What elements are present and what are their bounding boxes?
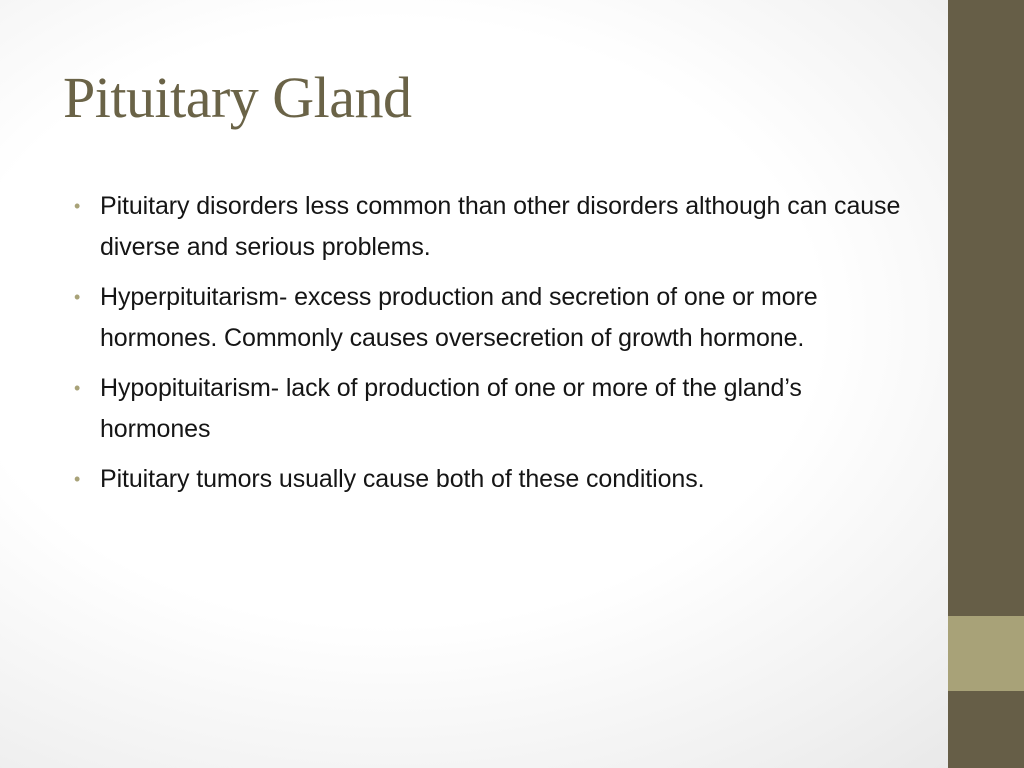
bullet-text: Hyperpituitarism- excess production and secretion of one or more hormones. Commonly causes oversecretion of growth hormone. <box>100 283 818 352</box>
bullet-icon: • <box>74 196 81 216</box>
bullet-icon: • <box>74 287 81 307</box>
bullet-text: Pituitary tumors usually cause both of these conditions. <box>100 465 705 493</box>
bullet-list <box>74 186 904 509</box>
bullet-item <box>74 277 904 359</box>
bullet-item <box>74 459 904 500</box>
decorative-sidebar-accent <box>948 616 1024 691</box>
bullet-icon: • <box>74 378 81 398</box>
slide-title: Pituitary Gland <box>63 65 412 130</box>
bullet-item <box>74 368 904 450</box>
bullet-text: Pituitary disorders less common than other disorders although can cause diverse and serious problems. <box>100 192 901 261</box>
bullet-icon: • <box>74 469 81 489</box>
bullet-text: Hypopituitarism- lack of production of one or more of the gland’s hormones <box>100 374 802 443</box>
bullet-item <box>74 186 904 268</box>
